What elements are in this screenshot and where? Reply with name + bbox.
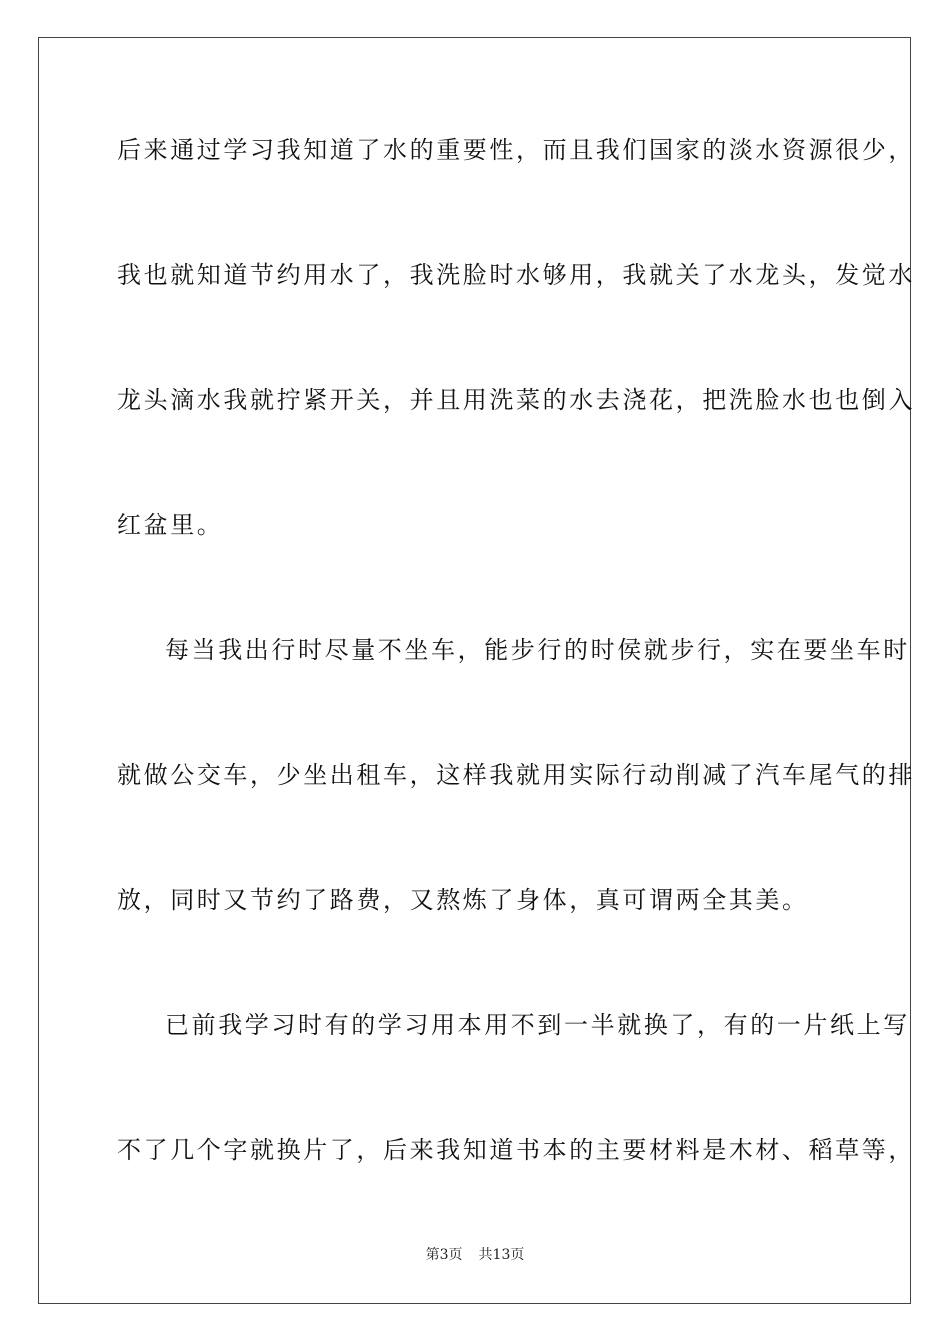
paragraph-first-line: 已前我学习时有的学习用本用不到一半就换了，有的一片纸上写 [165,1011,910,1039]
paragraph-first-line: 每当我出行时尽量不坐车，能步行的时侯就步行，实在要坐车时 [165,636,910,664]
text-line: 我也就知道节约用水了，我洗脸时水够用，我就关了水龙头，发觉水 [117,261,915,289]
total-pages: 共13页 [478,1247,525,1263]
text-line: 红盆里。 [117,511,224,539]
page-number: 第3页 [425,1247,463,1263]
page-footer [0,1246,950,1264]
text-line: 龙头滴水我就拧紧开关，并且用洗菜的水去浇花，把洗脸水也也倒入 [117,386,915,414]
page-border [38,37,915,1304]
text-line: 后来通过学习我知道了水的重要性，而且我们国家的淡水资源很少， [117,136,915,164]
text-line: 放，同时又节约了路费，又熬炼了身体，真可谓两全其美。 [117,886,809,914]
text-line: 就做公交车，少坐出租车，这样我就用实际行动削减了汽车尾气的排 [117,761,915,789]
text-line: 不了几个字就换片了，后来我知道书本的主要材料是木材、稻草等， [117,1136,915,1164]
